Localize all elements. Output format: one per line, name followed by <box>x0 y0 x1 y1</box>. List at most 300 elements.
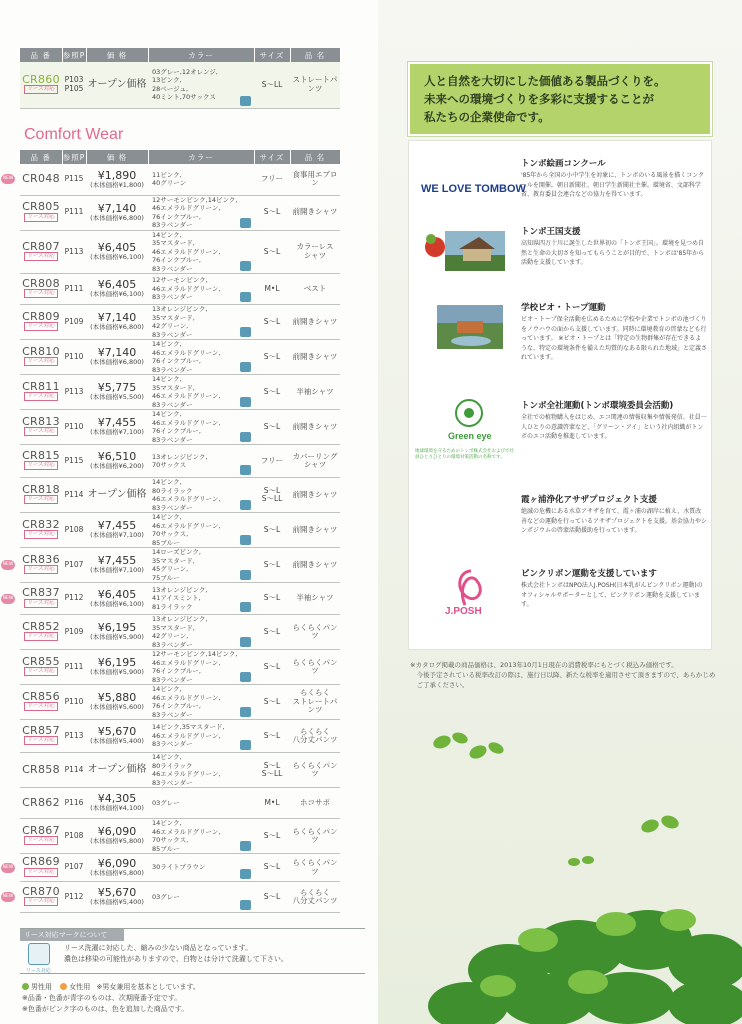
price-cell <box>86 720 148 753</box>
product-code-cell <box>20 340 62 375</box>
price: ¥7,455 <box>97 519 137 533</box>
color-list <box>148 375 254 410</box>
price-cell <box>86 230 148 274</box>
product-code: CR870 <box>22 884 60 898</box>
price-cell <box>86 854 148 882</box>
size: S〜L S〜LL <box>254 753 290 788</box>
color-text: 14ピンク, 80ライラック 46エメラルドグリーン, 83ラベンダー <box>152 753 221 787</box>
lease-legend <box>20 928 365 974</box>
color-list <box>148 445 254 478</box>
ref-page: P110 <box>62 410 86 445</box>
product-code: CR855 <box>22 654 60 668</box>
new-badge: NEW <box>1 174 15 184</box>
column-header: 品 名 <box>290 150 340 164</box>
price-cell <box>86 62 148 108</box>
product-code: CR815 <box>22 448 60 462</box>
product-code: CR837 <box>22 586 60 600</box>
product-code-cell <box>20 819 62 854</box>
lease-icon <box>240 500 251 510</box>
color-text: 14ピンク, 80ライラック 46エメラルドグリーン, 83ラベンダー <box>152 478 221 512</box>
product-code: CR856 <box>22 689 60 703</box>
size: S〜L <box>254 583 290 615</box>
male-label: 男性用 <box>31 983 52 991</box>
price-cell <box>86 548 148 583</box>
lease-badge: リース対応 <box>24 85 57 94</box>
table-row <box>20 195 340 230</box>
table-row <box>20 882 340 913</box>
product-code-cell <box>20 274 62 305</box>
tax-excluded-price: (本体価格¥1,800) <box>90 180 144 189</box>
product-name: らくらくパンツ <box>290 819 340 854</box>
color-text: 13オレンジピンク, 35マスタード, 42グリーン, 83ラベンダー <box>152 305 208 339</box>
activity-title: トンボ絵画コンクール <box>521 159 606 169</box>
tax-excluded-price: (本体価格¥4,100) <box>90 804 144 813</box>
product-code-cell <box>20 650 62 685</box>
ref-page: P112 <box>62 882 86 913</box>
product-code: CR869 <box>22 855 60 869</box>
lease-icon <box>240 465 251 475</box>
price-cell <box>86 650 148 685</box>
logo-text: WE LOVE TOMBOW <box>421 183 526 195</box>
activity-item <box>409 399 713 479</box>
color-list <box>148 274 254 305</box>
size: S〜L <box>254 854 290 882</box>
product-name: らくらくパンツ <box>290 650 340 685</box>
product-code: CR818 <box>22 482 60 496</box>
price: ¥5,880 <box>97 691 137 705</box>
product-code: CR813 <box>22 414 60 428</box>
table-row <box>20 819 340 854</box>
column-header: サイズ <box>254 150 290 164</box>
size: S〜L <box>254 685 290 720</box>
color-text: 14ピンク, 46エメラルドグリーン, 70サックス, 85ブルー <box>152 513 221 547</box>
product-code-cell <box>2 882 62 913</box>
product-code-cell <box>2 854 62 882</box>
activity-body: 高知県四万十川に誕生した世界初の「トンボ王国」。環境を見つめ自然と生命の大切さを知ってもらうことが目的で、トンボは'85年から活動を支援しています。 <box>521 240 705 266</box>
color-text: 12サーモンピンク,14ピンク, 46エメラルドグリーン, 76インクブルー, 83ラベンダー <box>152 195 238 229</box>
activity-body: 全社での植物購入をはじめ、エコ関連の情報収集や情報発信、社員一人ひとりの意識啓蒙など、「グリーン・アイ」という社内組織がトンボのエコ活動を推進しています。 <box>521 414 707 440</box>
activity-body: 絶滅の危機にある水草アサザを育て、霞ヶ浦の湖岸に植え、水質改善などの運動を行っているアサザプロジェクトを支援。基金協力やシンポジウムの啓蒙活動援助を行っています。 <box>521 508 707 534</box>
table-row <box>20 615 340 650</box>
product-code: CR808 <box>22 276 60 290</box>
size: S〜L <box>254 513 290 548</box>
lease-badge: リース対応 <box>24 565 57 574</box>
color-list <box>148 819 254 854</box>
ref-page: P109 <box>62 615 86 650</box>
ref-page: P107 <box>62 548 86 583</box>
ref-page: P113 <box>62 720 86 753</box>
size: S〜L <box>254 305 290 340</box>
tax-excluded-price: (本体価格¥5,900) <box>90 633 144 642</box>
activity-item <box>409 493 713 553</box>
tax-excluded-price: (本体価格¥6,100) <box>90 290 144 299</box>
ref-page: P111 <box>62 274 86 305</box>
lease-icon <box>240 397 251 407</box>
product-name: 前開きシャツ <box>290 478 340 513</box>
lease-icon <box>240 900 251 910</box>
price-cell <box>86 340 148 375</box>
lease-icon <box>240 261 251 271</box>
lease-badge: リース対応 <box>24 836 57 845</box>
color-list <box>148 164 254 195</box>
product-code-cell <box>20 62 62 108</box>
product-code-cell <box>20 445 62 478</box>
table-row <box>20 720 340 753</box>
product-code: CR048 <box>22 172 60 185</box>
lease-icon <box>240 707 251 717</box>
color-list <box>148 753 254 788</box>
price: ¥6,195 <box>97 621 137 635</box>
color-text: 12サーモンピンク, 46エメラルドグリーン, 83ラベンダー <box>152 276 221 302</box>
comfort-wear-table <box>2 150 341 913</box>
product-code: CR807 <box>22 239 60 253</box>
size: フリー <box>254 164 290 195</box>
ref-page: P103 P105 <box>62 62 86 108</box>
activity-title: 学校ビオ・トープ運動 <box>521 303 606 313</box>
activity-title: 霞ヶ浦浄化アサザプロジェクト支援 <box>521 495 657 505</box>
color-text: 14ピンク, 35マスタード, 46エメラルドグリーン, 83ラベンダー <box>152 375 221 409</box>
lease-icon <box>240 869 251 879</box>
top-product-table <box>20 48 341 109</box>
table-row <box>20 513 340 548</box>
color-list <box>148 720 254 753</box>
product-name: らくらく 八分丈パンツ <box>290 882 340 913</box>
size: S〜L <box>254 548 290 583</box>
lease-icon <box>240 292 251 302</box>
price: オープン価格 <box>87 488 147 500</box>
lease-badge: リース対応 <box>24 897 57 906</box>
ref-page: P115 <box>62 445 86 478</box>
activity-title: トンボ全社運動(トンボ環境委員会活動) <box>521 401 674 411</box>
lease-icon <box>240 327 251 337</box>
tax-excluded-price: (本体価格¥5,900) <box>90 668 144 677</box>
legend-text: リース洗濯に対応した、縮みの少ない商品となっています。 濃色は移染の可能性がありますので、白物とは分けて洗濯して下さい。 <box>64 944 288 963</box>
logo-text: J.POSH <box>445 606 482 617</box>
table-row <box>20 305 340 340</box>
product-name: らくらく 八分丈パンツ <box>290 720 340 753</box>
product-code: CR809 <box>22 309 60 323</box>
ref-page: P109 <box>62 305 86 340</box>
logo-text: Green eye <box>448 431 492 441</box>
product-code-cell <box>2 548 62 583</box>
product-name: カラーレス シャツ <box>290 230 340 274</box>
product-code-cell <box>20 478 62 513</box>
tax-excluded-price: (本体価格¥6,200) <box>90 462 144 471</box>
decorative-leaves-illustration <box>378 700 742 1024</box>
price: ¥6,090 <box>97 825 137 839</box>
gender-legend <box>22 982 200 993</box>
ref-page: P114 <box>62 478 86 513</box>
product-code: CR832 <box>22 517 60 531</box>
lease-badge: リース対応 <box>24 213 57 222</box>
lease-icon <box>240 362 251 372</box>
lease-icon <box>240 672 251 682</box>
color-text: 14ピンク, 46エメラルドグリーン, 76インクブルー, 83ラベンダー <box>152 340 221 374</box>
price-cell <box>86 445 148 478</box>
price: ¥7,140 <box>97 311 137 325</box>
lease-icon <box>240 570 251 580</box>
price: ¥6,405 <box>97 241 137 254</box>
lease-badge: リース対応 <box>24 357 57 366</box>
tax-excluded-price: (本体価格¥6,800) <box>90 323 144 332</box>
table-row <box>20 685 340 720</box>
color-list <box>148 650 254 685</box>
price: ¥7,455 <box>97 416 137 430</box>
color-list <box>148 230 254 274</box>
male-dot-icon <box>22 983 29 990</box>
price: ¥6,510 <box>97 450 137 464</box>
color-text: 14ピンク,35マスタード, 46エメラルドグリーン, 83ラベンダー <box>152 723 225 749</box>
tax-excluded-price: (本体価格¥7,100) <box>90 428 144 437</box>
lease-badge: リース対応 <box>24 461 57 470</box>
product-code: CR857 <box>22 723 60 737</box>
product-name: らくらくパンツ <box>290 753 340 788</box>
lease-badge: リース対応 <box>24 495 57 504</box>
price-cell <box>86 195 148 230</box>
lease-badge: リース対応 <box>24 868 57 877</box>
mission-statement: 人と自然を大切にした価値ある製品づくりを。 未来への環境づくりを多彩に支援することが 私たちの企業使命です。 <box>408 62 712 136</box>
product-code-cell <box>20 305 62 340</box>
price: ¥7,140 <box>97 201 137 215</box>
product-code-cell <box>20 375 62 410</box>
price-cell <box>86 788 148 819</box>
dragonfly-kingdom-photo <box>423 225 511 275</box>
product-name: 前開きシャツ <box>290 548 340 583</box>
price-cell <box>86 305 148 340</box>
column-header: カラー <box>148 150 254 164</box>
price-cell <box>86 753 148 788</box>
product-name: らくらくパンツ <box>290 854 340 882</box>
color-text: 13オレンジピンク, 35マスタード, 42グリーン, 83ラベンダー <box>152 615 208 649</box>
price-cell <box>86 410 148 445</box>
female-label: 女性用 <box>69 983 91 991</box>
color-text: 14ピンク, 46エメラルドグリーン, 76インクブルー, 83ラベンダー <box>152 685 221 719</box>
price: ¥1,890 <box>97 168 137 182</box>
size: S〜L <box>254 375 290 410</box>
lease-badge: リース対応 <box>24 252 57 261</box>
tax-excluded-price: (本体価格¥5,800) <box>90 868 144 877</box>
green-eye-logo <box>447 397 493 445</box>
color-list <box>148 583 254 615</box>
product-code: CR810 <box>22 344 60 358</box>
column-header: 価 格 <box>86 48 148 62</box>
product-name: ストレートパンツ <box>290 62 340 108</box>
ref-page: P108 <box>62 513 86 548</box>
product-code: CR836 <box>22 552 60 566</box>
we-love-tombow-logo <box>419 175 526 199</box>
size: S〜L <box>254 819 290 854</box>
price-cell <box>86 375 148 410</box>
product-name: らくらく ストレートパンツ <box>290 685 340 720</box>
color-list <box>148 882 254 913</box>
color-list <box>148 513 254 548</box>
tax-excluded-price: (本体価格¥5,400) <box>90 898 144 907</box>
table-row <box>20 788 340 819</box>
product-code-cell <box>20 195 62 230</box>
product-name: 食事用エプロン <box>290 164 340 195</box>
size: M•L <box>254 274 290 305</box>
activity-item <box>409 157 713 219</box>
color-text: 13オレンジピンク, 70サックス <box>152 452 208 469</box>
activity-title: トンボ王国支援 <box>521 227 581 237</box>
product-code: CR858 <box>22 762 60 776</box>
lease-badge: リース対応 <box>24 392 57 401</box>
size: S〜L <box>254 882 290 913</box>
price: ¥6,195 <box>97 656 137 670</box>
price: オープン価格 <box>87 78 147 90</box>
ref-page: P110 <box>62 340 86 375</box>
table-row <box>20 548 340 583</box>
size: S〜L <box>254 340 290 375</box>
product-code: CR867 <box>22 823 60 837</box>
price: オープン価格 <box>87 763 147 775</box>
size: S〜L S〜LL <box>254 478 290 513</box>
section-title: Comfort Wear <box>24 126 124 143</box>
ref-page: P113 <box>62 230 86 274</box>
lease-badge: リース対応 <box>24 702 57 711</box>
size: S〜L <box>254 410 290 445</box>
size: S〜LL <box>254 62 290 108</box>
price: ¥6,405 <box>97 587 137 601</box>
color-text: 12サーモンピンク,14ピンク, 46エメラルドグリーン, 76インクブルー, 83ラベンダー <box>152 650 238 684</box>
product-code-cell <box>20 788 62 819</box>
product-name: 前開きシャツ <box>290 513 340 548</box>
product-code: CR811 <box>22 379 60 393</box>
tax-excluded-price: (本体価格¥6,800) <box>90 358 144 367</box>
ref-page: P111 <box>62 195 86 230</box>
product-code-cell <box>20 720 62 753</box>
product-code-cell <box>20 685 62 720</box>
column-header: 品 名 <box>290 48 340 62</box>
size: S〜L <box>254 230 290 274</box>
table-row <box>20 340 340 375</box>
ref-page: P108 <box>62 819 86 854</box>
price: ¥5,670 <box>97 886 137 900</box>
color-list <box>148 548 254 583</box>
unisex-note: ※男女兼用を基本としています。 <box>96 983 200 991</box>
legend-header: リース対応マークについて <box>20 929 124 941</box>
ref-page: P107 <box>62 854 86 882</box>
product-code-cell <box>2 164 62 195</box>
price: ¥6,405 <box>97 278 137 292</box>
product-name: 半袖シャツ <box>290 583 340 615</box>
lease-mark-label: リース対応 <box>26 968 51 974</box>
female-dot-icon <box>60 983 67 990</box>
product-code: CR852 <box>22 619 60 633</box>
color-list <box>148 478 254 513</box>
lease-badge: リース対応 <box>24 736 57 745</box>
lease-mark-icon <box>28 943 50 965</box>
product-code: CR862 <box>22 795 60 809</box>
biotope-photo <box>437 305 503 349</box>
color-text: 13オレンジピンク, 41アイスミント, 81ライラック <box>152 585 208 611</box>
product-code-cell <box>20 410 62 445</box>
table-row <box>20 650 340 685</box>
color-list <box>148 685 254 720</box>
lease-icon <box>240 841 251 851</box>
color-list <box>148 195 254 230</box>
price-cell <box>86 685 148 720</box>
note-line: ※色番がピンク字のものは、色を追加した商品です。 <box>22 1005 189 1013</box>
product-code-cell <box>20 513 62 548</box>
product-code-cell <box>20 753 62 788</box>
lease-badge: リース対応 <box>24 322 57 331</box>
green-eye-caption: 地球環境を守るためのトンボ株式会社およびで社員ひとりひとりの環境対策活動の名称です。 <box>415 449 514 460</box>
jposh-pink-ribbon-logo <box>439 567 503 617</box>
product-name: 前開きシャツ <box>290 410 340 445</box>
price-cell <box>86 164 148 195</box>
color-text: 03グレー <box>152 798 180 807</box>
lease-icon <box>240 218 251 228</box>
color-text: 14ピンク, 46エメラルドグリーン, 70サックス, 85ブルー <box>152 819 221 853</box>
lease-badge: リース対応 <box>24 667 57 676</box>
tax-excluded-price: (本体価格¥7,100) <box>90 566 144 575</box>
tax-excluded-price: (本体価格¥5,800) <box>90 837 144 846</box>
lease-icon <box>240 637 251 647</box>
table-row <box>20 62 340 108</box>
lease-icon <box>240 740 251 750</box>
size: M•L <box>254 788 290 819</box>
new-badge: NEW <box>1 892 15 902</box>
price: ¥7,455 <box>97 554 137 568</box>
lease-badge: リース対応 <box>24 632 57 641</box>
tax-excluded-price: (本体価格¥5,500) <box>90 393 144 402</box>
size: S〜L <box>254 650 290 685</box>
table-row <box>20 753 340 788</box>
table-row <box>20 274 340 305</box>
table-row <box>20 583 340 615</box>
ref-page: P110 <box>62 685 86 720</box>
table-row <box>20 230 340 274</box>
new-badge: NEW <box>1 560 15 570</box>
activity-body: ビオ・トープ保全活動を広めるために学校や企業でトンボの池づくりをノウハウの面から支援しています。同時に環境教育の啓蒙なども行っています。 ※ビオ・トープとは「特定の生物群集が存在できるような、特定の環境条件を備えた均質的なある限られた地域」と定義されています。 <box>521 316 708 361</box>
product-name: 前開きシャツ <box>290 195 340 230</box>
price: ¥5,670 <box>97 725 137 739</box>
ref-page: P111 <box>62 650 86 685</box>
lease-icon <box>240 432 251 442</box>
color-list <box>148 788 254 819</box>
new-badge: NEW <box>1 863 15 873</box>
tax-excluded-price: (本体価格¥7,100) <box>90 531 144 540</box>
lease-badge: リース対応 <box>24 599 57 608</box>
column-header: 品 番 <box>20 48 62 62</box>
tax-excluded-price: (本体価格¥6,100) <box>90 599 144 608</box>
tax-excluded-price: (本体価格¥5,600) <box>90 703 144 712</box>
product-code-cell <box>20 230 62 274</box>
column-header: サイズ <box>254 48 290 62</box>
table-row <box>20 478 340 513</box>
color-text: 14ピンク, 35マスタード, 46エメラルドグリーン, 76インクブルー, 83ラベンダー <box>152 230 221 273</box>
price-cell <box>86 583 148 615</box>
color-text: 30ライトブラウン <box>152 863 206 872</box>
product-code-cell <box>20 615 62 650</box>
price-cell <box>86 819 148 854</box>
activity-item <box>409 567 713 637</box>
product-name: 半袖シャツ <box>290 375 340 410</box>
lease-icon <box>240 602 251 612</box>
color-list <box>148 340 254 375</box>
tax-excluded-price: (本体価格¥6,800) <box>90 213 144 222</box>
price: ¥7,140 <box>97 346 137 360</box>
color-list <box>148 62 254 108</box>
color-list <box>148 305 254 340</box>
product-name: カバーリング シャツ <box>290 445 340 478</box>
column-header: 品 番 <box>20 150 62 164</box>
ref-page: P113 <box>62 375 86 410</box>
activity-body: '85年から全国の小中学生を対象に、トンボのいる風景を描くコンクールを開催。朝日新聞社、朝日学生新聞社主催。環境省、文部科学省、教育委員会連合などの協力を得ています。 <box>521 172 705 198</box>
activities-card <box>408 140 712 650</box>
price-cell <box>86 882 148 913</box>
